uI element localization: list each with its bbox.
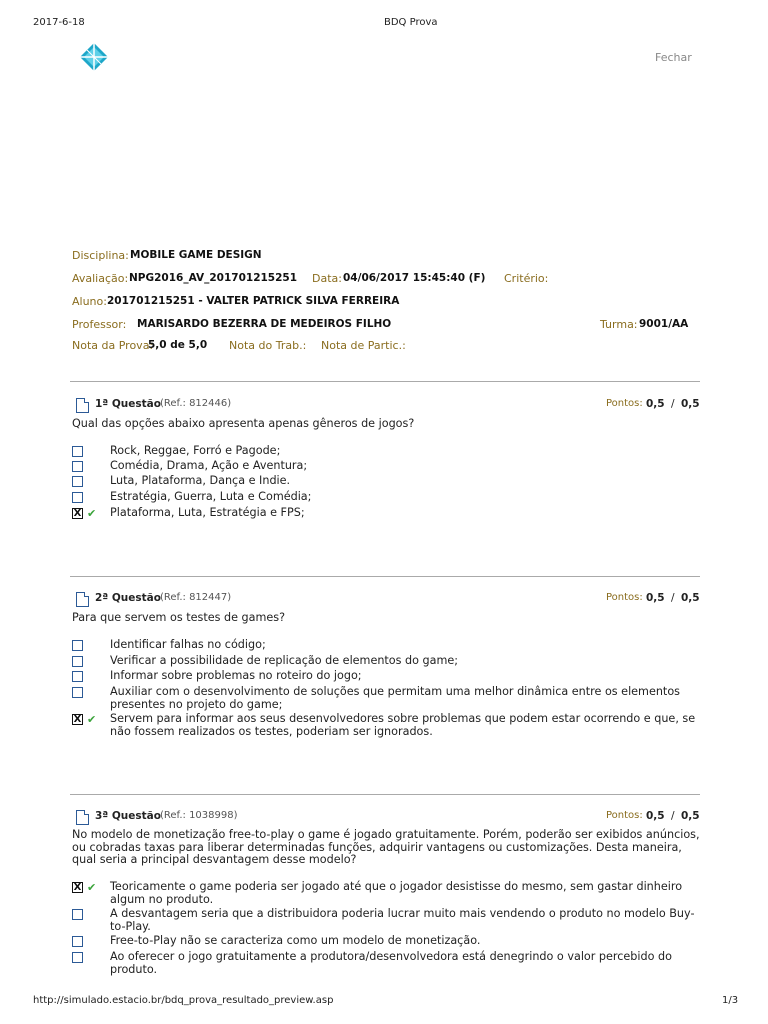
option-text: Informar sobre problemas no roteiro do jogo; (110, 669, 362, 682)
correct-check-icon: ✔ (87, 713, 97, 726)
option-text: Free-to-Play não se caracteriza como um modelo de monetização. (110, 934, 481, 947)
option-checkbox[interactable] (72, 476, 83, 487)
option-checkbox[interactable] (72, 446, 83, 457)
option-text: Teoricamente o game poderia ser jogado até que o jogador desistisse do mesmo, sem gastar dinheiro algum no produto. (110, 880, 683, 906)
points-separator: / (671, 592, 675, 604)
points-max: 0,5 (681, 592, 700, 604)
question-ref: (Ref.: 812446) (160, 398, 232, 409)
aluno-label: Aluno: (72, 295, 107, 308)
option-text: A desvantagem seria que a distribuidora poderia lucrar muito mais vendendo o produto no modelo Buy-to-Play. (110, 907, 695, 933)
option-checkbox[interactable] (72, 687, 83, 698)
nota-partic-label: Nota de Partic.: (321, 339, 406, 352)
print-page-number: 1/3 (722, 995, 739, 1006)
professor-label: Professor: (72, 318, 127, 331)
option-text: Luta, Plataforma, Dança e Indie. (110, 474, 291, 487)
estacio-logo (79, 42, 109, 72)
option-checkbox[interactable] (72, 671, 83, 682)
option-checkbox[interactable] (72, 640, 83, 651)
option-checkbox-checked[interactable]: X (73, 714, 82, 725)
points-value: 0,5 (646, 398, 665, 410)
turma-value: 9001/AA (639, 318, 689, 330)
criterio-label: Critério: (504, 272, 549, 285)
points-label: Pontos: (606, 810, 643, 821)
option-checkbox[interactable] (72, 656, 83, 667)
question-text: Qual das opções abaixo apresenta apenas gêneros de jogos? (72, 417, 415, 430)
option-checkbox-checked[interactable]: X (73, 882, 82, 893)
document-icon (76, 810, 89, 825)
option-checkbox[interactable] (72, 909, 83, 920)
option-text: Estratégia, Guerra, Luta e Comédia; (110, 490, 312, 503)
divider (70, 576, 700, 577)
points-value: 0,5 (646, 810, 665, 822)
points-value: 0,5 (646, 592, 665, 604)
nota-prova-label: Nota da Prova: (72, 339, 154, 352)
option-text: Rock, Reggae, Forró e Pagode; (110, 444, 281, 457)
question-text: No modelo de monetização free-to-play o game é jogado gratuitamente. Porém, poderão ser exibidos anúncios, ou cobradas taxas para liberar determinadas funções, adquirir vantagens ou customizações. Desta maneira, qual seria a principal desvantagem desse modelo? (72, 828, 700, 866)
turma-label: Turma: (600, 318, 638, 331)
points-separator: / (671, 398, 675, 410)
print-title: BDQ Prova (384, 17, 438, 28)
option-checkbox[interactable] (72, 936, 83, 947)
nota-trab-label: Nota do Trab.: (229, 339, 307, 352)
question-title: 2ª Questão (95, 592, 161, 604)
question-ref: (Ref.: 812447) (160, 592, 232, 603)
option-text: Comédia, Drama, Ação e Aventura; (110, 459, 308, 472)
question-text: Para que servem os testes de games? (72, 611, 286, 624)
disciplina-label: Disciplina: (72, 249, 129, 262)
avaliacao-label: Avaliação: (72, 272, 129, 285)
data-label: Data: (312, 272, 342, 285)
document-icon (76, 398, 89, 413)
nota-prova-value: 5,0 de 5,0 (148, 339, 208, 351)
question-title: 1ª Questão (95, 398, 161, 410)
option-checkbox[interactable] (72, 461, 83, 472)
question-ref: (Ref.: 1038998) (160, 810, 238, 821)
option-checkbox[interactable] (72, 492, 83, 503)
avaliacao-value: NPG2016_AV_201701215251 (129, 272, 298, 284)
disciplina-value: MOBILE GAME DESIGN (130, 249, 262, 261)
data-value: 04/06/2017 15:45:40 (F) (343, 272, 486, 284)
points-label: Pontos: (606, 592, 643, 603)
aluno-value: 201701215251 - VALTER PATRICK SILVA FERREIRA (107, 295, 400, 307)
option-text: Identificar falhas no código; (110, 638, 266, 651)
points-separator: / (671, 810, 675, 822)
print-url: http://simulado.estacio.br/bdq_prova_resultado_preview.asp (33, 995, 334, 1006)
points-label: Pontos: (606, 398, 643, 409)
question-title: 3ª Questão (95, 810, 161, 822)
print-date: 2017-6-18 (33, 17, 85, 28)
correct-check-icon: ✔ (87, 507, 97, 520)
option-text: Plataforma, Luta, Estratégia e FPS; (110, 506, 305, 519)
divider (70, 794, 700, 795)
option-checkbox-checked[interactable]: X (73, 508, 82, 519)
option-checkbox[interactable] (72, 952, 83, 963)
document-icon (76, 592, 89, 607)
divider (70, 381, 700, 382)
points-max: 0,5 (681, 810, 700, 822)
correct-check-icon: ✔ (87, 881, 97, 894)
close-link[interactable]: Fechar (655, 51, 692, 64)
points-max: 0,5 (681, 398, 700, 410)
option-text: Auxiliar com o desenvolvimento de soluções que permitam uma melhor dinâmica entre os elementos presentes no projeto do game; (110, 685, 680, 711)
option-text: Verificar a possibilidade de replicação de elementos do game; (110, 654, 459, 667)
professor-value: MARISARDO BEZERRA DE MEDEIROS FILHO (137, 318, 392, 330)
option-text: Ao oferecer o jogo gratuitamente a produtora/desenvolvedora está denegrindo o valor percebido do produto. (110, 950, 672, 976)
option-text: Servem para informar aos seus desenvolvedores sobre problemas que podem estar ocorrendo e que, se não fossem realizados os testes, poderiam ser ignorados. (110, 712, 696, 738)
